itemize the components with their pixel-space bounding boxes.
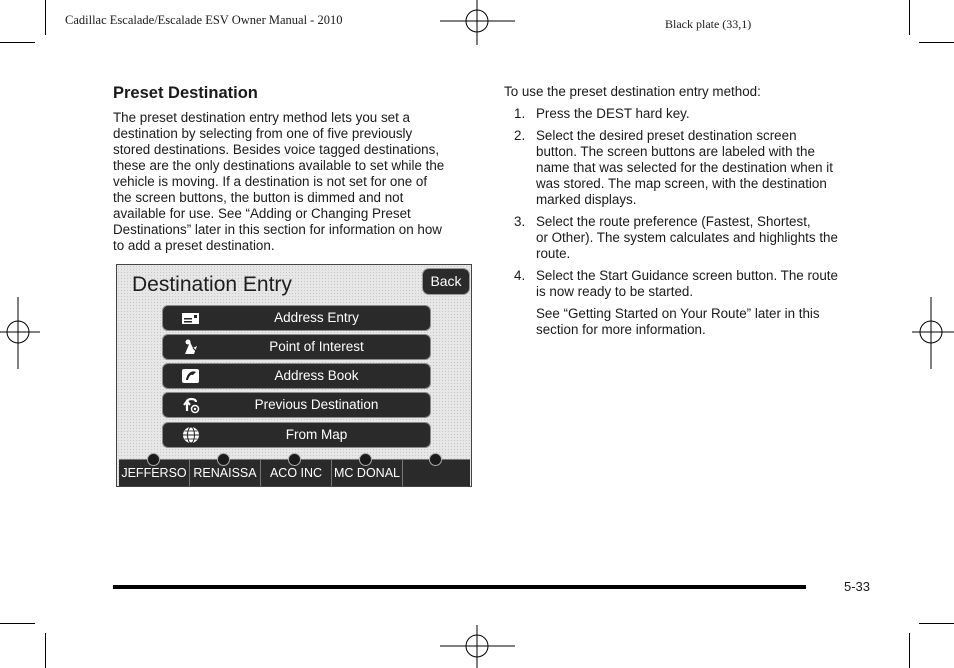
address-entry-icon [181, 309, 201, 327]
menu-label: Point of Interest [269, 339, 364, 354]
footer-rule [113, 585, 806, 589]
registration-mark-icon [0, 297, 40, 369]
menu-label: Address Entry [274, 310, 359, 325]
manual-title: Cadillac Escalade/Escalade ESV Owner Manual - 2010 [65, 13, 343, 27]
address-book-button[interactable] [162, 363, 431, 389]
paragraph-line: these are the only destinations available to set while the [113, 158, 445, 173]
globe-icon [181, 426, 201, 444]
step-line: is now ready to be started. [536, 284, 694, 299]
paragraph-line: Destinations” later in this section for information on how [113, 222, 442, 237]
procedure-intro: To use the preset destination entry method: [504, 84, 761, 99]
step-line: name that was selected for the destination when it [536, 160, 834, 175]
step-line: was stored. The map screen, with the destination [536, 176, 827, 191]
crop-mark [919, 42, 954, 43]
step-line: Select the Start Guidance screen button. The route [536, 268, 838, 283]
step-line: Select the route preference (Fastest, Shortest, [536, 214, 811, 229]
preset-indicator [288, 453, 301, 466]
plate-label: Black plate (33,1) [665, 17, 752, 31]
step-line: or Other). The system calculates and highlights the [536, 230, 838, 245]
crop-mark [0, 623, 35, 624]
crop-mark [0, 42, 35, 43]
point-of-interest-button[interactable] [162, 334, 431, 360]
registration-mark-icon [440, 625, 515, 668]
back-button[interactable]: Back [422, 268, 470, 295]
preset-button-3[interactable]: ACO INC [261, 460, 332, 486]
step-line: Press the DEST hard key. [536, 106, 690, 121]
registration-mark-icon [440, 0, 515, 45]
previous-destination-button[interactable] [162, 392, 431, 418]
paragraph-line: The preset destination entry method lets you set a [113, 110, 410, 125]
screen-title: Destination Entry [132, 273, 292, 296]
from-map-button[interactable] [162, 422, 431, 448]
step-number: 3. [514, 214, 526, 229]
paragraph-line: available for use. See “Adding or Changing Preset [113, 206, 411, 221]
preset-button-2[interactable]: RENAISSA [190, 460, 261, 486]
preset-indicator [429, 453, 442, 466]
step-line: Select the desired preset destination screen [536, 128, 797, 143]
step-number: 2. [514, 128, 526, 143]
step-line: button. The screen buttons are labeled with the [536, 144, 815, 159]
previous-destination-icon [181, 396, 201, 414]
address-book-icon [181, 367, 201, 385]
page-number: 5-33 [844, 579, 871, 594]
preset-indicator [217, 453, 230, 466]
point-of-interest-icon [181, 338, 201, 356]
step-number: 4. [514, 268, 526, 283]
paragraph-line: the screen buttons, the button is dimmed and not [113, 190, 404, 205]
step-number: 1. [514, 106, 526, 121]
destination-entry-screen [116, 264, 472, 487]
menu-label: Previous Destination [254, 397, 379, 412]
paragraph-line: destination by selecting from one of five previously [113, 126, 413, 141]
step-line: route. [536, 246, 571, 261]
note-line: See “Getting Started on Your Route” later in this [536, 306, 820, 321]
menu-label: Address Book [274, 368, 359, 383]
step-line: marked displays. [536, 192, 637, 207]
paragraph-line: vehicle is moving. If a destination is not set for one of [113, 174, 428, 189]
section-paragraph [113, 110, 481, 254]
paragraph-line: to add a preset destination. [113, 238, 275, 253]
crop-mark [45, 0, 46, 35]
note-line: section for more information. [536, 322, 706, 337]
registration-mark-icon [912, 297, 954, 369]
crop-mark [919, 623, 954, 624]
menu-label: From Map [285, 427, 348, 442]
paragraph-line: stored destinations. Besides voice tagged destinations, [113, 142, 440, 157]
preset-button-4[interactable]: MC DONAL [332, 460, 403, 486]
address-entry-button[interactable] [162, 305, 431, 331]
preset-button-1[interactable]: JEFFERSO [119, 460, 190, 486]
preset-indicator [359, 453, 372, 466]
preset-indicator [147, 453, 160, 466]
crop-mark [45, 633, 46, 668]
crop-mark [909, 633, 910, 668]
crop-mark [909, 0, 910, 35]
section-title: Preset Destination [113, 84, 258, 102]
